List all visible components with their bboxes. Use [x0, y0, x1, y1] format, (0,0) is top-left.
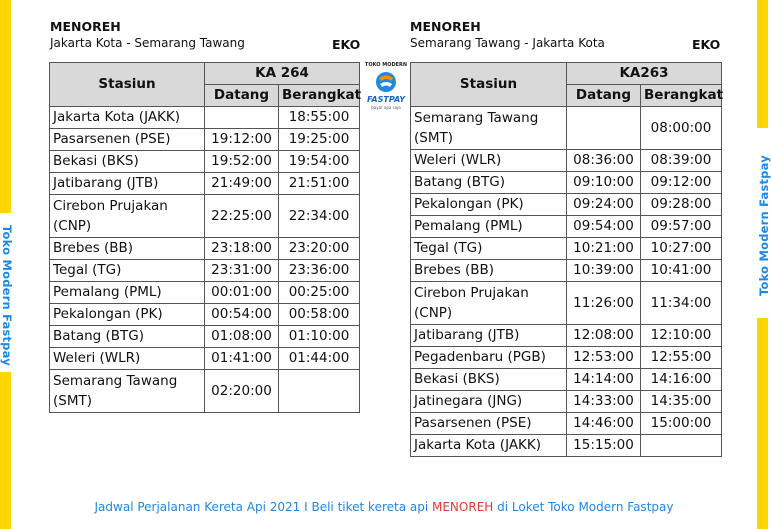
- depart-cell: 19:25:00: [279, 129, 360, 151]
- table-row: [411, 347, 722, 369]
- right-train-name: MENOREH: [410, 19, 481, 34]
- table-row: [50, 260, 360, 282]
- arrive-cell: 09:54:00: [567, 216, 641, 238]
- arrive-cell: 09:24:00: [567, 194, 641, 216]
- left-col-arrive: Datang: [205, 85, 279, 107]
- arrive-cell: 12:08:00: [567, 325, 641, 347]
- arrive-cell: 14:14:00: [567, 369, 641, 391]
- table-row: [411, 238, 722, 260]
- depart-cell: 08:00:00: [641, 107, 722, 150]
- table-row: [50, 238, 360, 260]
- left-accent-bar: [0, 0, 11, 213]
- depart-cell: 18:55:00: [279, 107, 360, 129]
- arrive-cell: 15:15:00: [567, 435, 641, 457]
- left-col-depart: Berangkat: [279, 85, 360, 107]
- station-cell: Weleri (WLR): [411, 150, 567, 172]
- station-cell: Pekalongan (PK): [411, 194, 567, 216]
- table-row: [50, 304, 360, 326]
- depart-cell: 08:39:00: [641, 150, 722, 172]
- table-row: [411, 260, 722, 282]
- arrive-cell: 10:21:00: [567, 238, 641, 260]
- arrive-cell: 19:12:00: [205, 129, 279, 151]
- footer-caption: [0, 500, 768, 514]
- arrive-cell: 02:20:00: [205, 370, 279, 413]
- left-col-station: Stasiun: [50, 63, 205, 107]
- depart-cell: 23:36:00: [279, 260, 360, 282]
- table-row: [50, 370, 360, 413]
- station-cell: Cirebon Prujakan (CNP): [50, 195, 205, 238]
- depart-cell: 12:55:00: [641, 347, 722, 369]
- arrive-cell: 00:54:00: [205, 304, 279, 326]
- station-cell: Tegal (TG): [411, 238, 567, 260]
- depart-cell: 00:58:00: [279, 304, 360, 326]
- depart-cell: 12:10:00: [641, 325, 722, 347]
- arrive-cell: [567, 107, 641, 150]
- station-cell: Jatinegara (JNG): [411, 391, 567, 413]
- left-schedule-table: [49, 62, 360, 413]
- arrive-cell: 01:08:00: [205, 326, 279, 348]
- logo-tagline: bayar apa saja: [371, 105, 401, 110]
- table-row: [411, 413, 722, 435]
- table-row: [411, 391, 722, 413]
- footer-suffix: di Loket Toko Modern Fastpay: [493, 500, 674, 514]
- arrive-cell: 01:41:00: [205, 348, 279, 370]
- depart-cell: 01:10:00: [279, 326, 360, 348]
- depart-cell: 23:20:00: [279, 238, 360, 260]
- station-cell: Jatibarang (JTB): [50, 173, 205, 195]
- depart-cell: 21:51:00: [279, 173, 360, 195]
- station-cell: Semarang Tawang (SMT): [411, 107, 567, 150]
- arrive-cell: 21:49:00: [205, 173, 279, 195]
- table-row: [50, 282, 360, 304]
- table-row: [411, 325, 722, 347]
- station-cell: Jatibarang (JTB): [411, 325, 567, 347]
- depart-cell: 09:12:00: [641, 172, 722, 194]
- station-cell: Jakarta Kota (JAKK): [411, 435, 567, 457]
- left-route: Jakarta Kota - Semarang Tawang: [50, 36, 245, 50]
- station-cell: Pekalongan (PK): [50, 304, 205, 326]
- station-cell: Bekasi (BKS): [411, 369, 567, 391]
- arrive-cell: 08:36:00: [567, 150, 641, 172]
- station-cell: Batang (BTG): [50, 326, 205, 348]
- depart-cell: 22:34:00: [279, 195, 360, 238]
- arrive-cell: 22:25:00: [205, 195, 279, 238]
- arrive-cell: 14:33:00: [567, 391, 641, 413]
- left-train-name: MENOREH: [50, 19, 121, 34]
- depart-cell: 10:27:00: [641, 238, 722, 260]
- depart-cell: 14:16:00: [641, 369, 722, 391]
- depart-cell: 00:25:00: [279, 282, 360, 304]
- side-label-left: Toko Modern Fastpay: [0, 225, 14, 366]
- arrive-cell: 12:53:00: [567, 347, 641, 369]
- right-col-depart: Berangkat: [641, 85, 722, 107]
- table-row: [411, 282, 722, 325]
- fastpay-logo-icon: [376, 70, 396, 94]
- depart-cell: [279, 370, 360, 413]
- right-route: Semarang Tawang - Jakarta Kota: [410, 36, 605, 50]
- right-col-arrive: Datang: [567, 85, 641, 107]
- arrive-cell: 00:01:00: [205, 282, 279, 304]
- depart-cell: 15:00:00: [641, 413, 722, 435]
- depart-cell: [641, 435, 722, 457]
- station-cell: Pasarsenen (PSE): [411, 413, 567, 435]
- right-schedule-table: [410, 62, 722, 457]
- right-accent-bar: [757, 0, 768, 128]
- table-row: [411, 107, 722, 150]
- table-row: [411, 150, 722, 172]
- table-row: [50, 173, 360, 195]
- station-cell: Weleri (WLR): [50, 348, 205, 370]
- station-cell: Brebes (BB): [411, 260, 567, 282]
- footer-prefix: Jadwal Perjalanan Kereta Api 2021 I Beli tiket kereta api: [94, 500, 432, 514]
- depart-cell: 09:57:00: [641, 216, 722, 238]
- arrive-cell: 23:18:00: [205, 238, 279, 260]
- arrive-cell: 09:10:00: [567, 172, 641, 194]
- arrive-cell: 10:39:00: [567, 260, 641, 282]
- fastpay-logo: [363, 62, 409, 124]
- arrive-cell: 14:46:00: [567, 413, 641, 435]
- depart-cell: 19:54:00: [279, 151, 360, 173]
- table-row: [50, 107, 360, 129]
- arrive-cell: 19:52:00: [205, 151, 279, 173]
- table-row: [50, 326, 360, 348]
- station-cell: Jakarta Kota (JAKK): [50, 107, 205, 129]
- station-cell: Brebes (BB): [50, 238, 205, 260]
- table-row: [50, 129, 360, 151]
- right-train-class: EKO: [692, 37, 721, 52]
- station-cell: Pegadenbaru (PGB): [411, 347, 567, 369]
- depart-cell: 09:28:00: [641, 194, 722, 216]
- table-row: [411, 369, 722, 391]
- table-row: [50, 195, 360, 238]
- right-col-station: Stasiun: [411, 63, 567, 107]
- station-cell: Batang (BTG): [411, 172, 567, 194]
- depart-cell: 10:41:00: [641, 260, 722, 282]
- arrive-cell: 23:31:00: [205, 260, 279, 282]
- side-label-right: Toko Modern Fastpay: [757, 155, 771, 296]
- logo-line1: TOKO MODERN: [364, 62, 408, 68]
- depart-cell: 14:35:00: [641, 391, 722, 413]
- footer-highlight: MENOREH: [432, 500, 494, 514]
- right-accent-bar-lower: [757, 318, 768, 529]
- table-row: [50, 348, 360, 370]
- arrive-cell: [205, 107, 279, 129]
- depart-cell: 01:44:00: [279, 348, 360, 370]
- table-row: [411, 194, 722, 216]
- table-row: [411, 435, 722, 457]
- left-train-no: KA 264: [205, 63, 360, 85]
- arrive-cell: 11:26:00: [567, 282, 641, 325]
- station-cell: Bekasi (BKS): [50, 151, 205, 173]
- station-cell: Tegal (TG): [50, 260, 205, 282]
- station-cell: Pemalang (PML): [411, 216, 567, 238]
- left-train-class: EKO: [332, 37, 361, 52]
- station-cell: Semarang Tawang (SMT): [50, 370, 205, 413]
- logo-line2: FASTPAY: [366, 95, 406, 104]
- station-cell: Cirebon Prujakan (CNP): [411, 282, 567, 325]
- table-row: [411, 172, 722, 194]
- station-cell: Pemalang (PML): [50, 282, 205, 304]
- right-train-no: KA263: [567, 63, 722, 85]
- station-cell: Pasarsenen (PSE): [50, 129, 205, 151]
- depart-cell: 11:34:00: [641, 282, 722, 325]
- table-row: [411, 216, 722, 238]
- table-row: [50, 151, 360, 173]
